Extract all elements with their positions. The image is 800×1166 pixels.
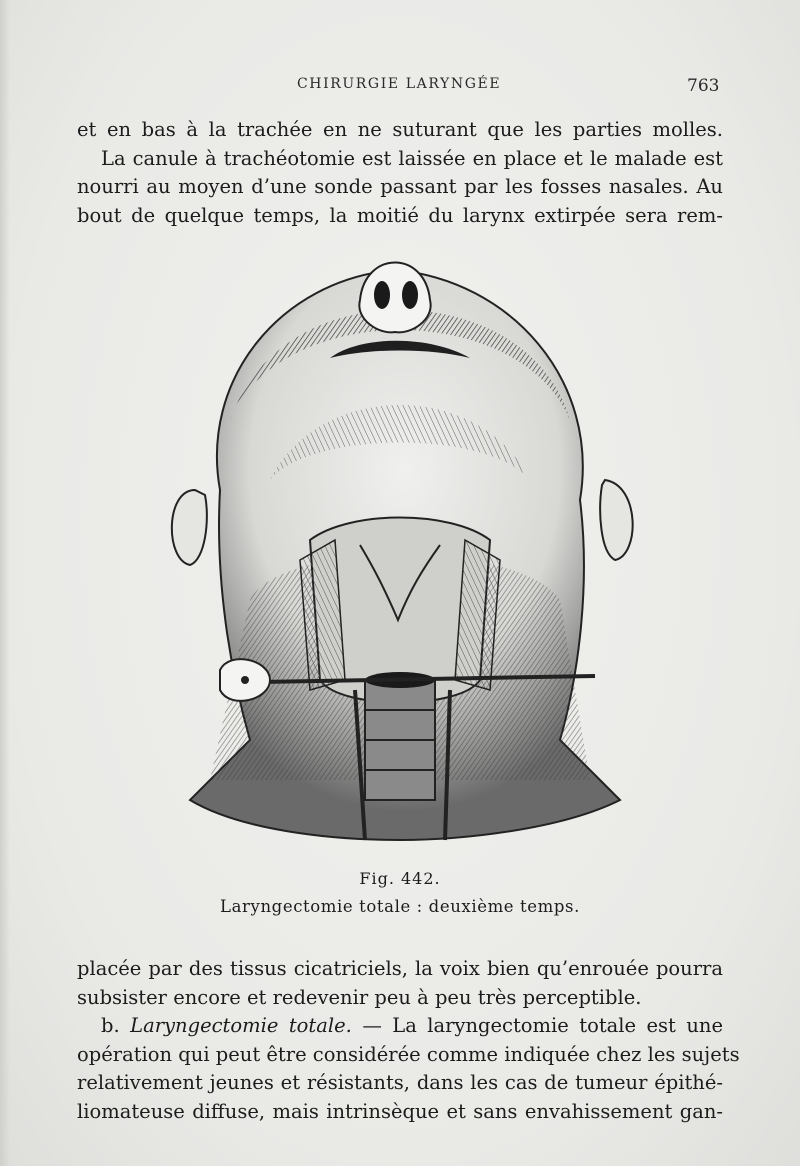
section-heading-line — [77, 1012, 723, 1041]
text-line: La canule à trachéotomie est laissée en place et le malade est — [101, 146, 723, 170]
page-edge-shadow — [0, 0, 10, 1166]
anatomical-illustration-icon — [160, 240, 650, 860]
page-header — [0, 76, 800, 100]
running-head: CHIRURGIE LARYNGÉE — [297, 76, 502, 92]
page-number: 763 — [687, 76, 720, 96]
text-line: liomateuse diffuse, mais intrinsèque et sans envahissement gan- — [77, 1099, 723, 1123]
text-line: bout de quelque temps, la moitié du larynx extirpée sera rem- — [77, 203, 723, 227]
section-marker: b. — [101, 1014, 120, 1037]
text-line: relativement jeunes et résistants, dans les cas de tumeur épithé- — [77, 1071, 723, 1094]
text-line: nourri au moyen d’une sonde passant par les fosses nasales. Au — [77, 175, 723, 198]
section-title: Laryngectomie totale. — [130, 1014, 352, 1037]
text-line: subsister encore et redevenir peu à peu très perceptible. — [77, 985, 642, 1009]
top-paragraph — [77, 116, 723, 230]
text-line: placée par des tissus cicatriciels, la voix bien qu’enrouée pourra — [77, 957, 723, 980]
figure-illustration — [160, 240, 650, 860]
text-line: et en bas à la trachée en ne suturant que les parties molles. — [77, 118, 723, 141]
text-line: opération qui peut être considérée comme indiquée chez les sujets — [77, 1042, 740, 1066]
section-first-rest: — La laryngectomie totale est une — [362, 1014, 723, 1037]
figure-label: Fig. 442. — [359, 869, 441, 888]
figure-caption: Laryngectomie totale : deuxième temps. — [220, 897, 580, 916]
bottom-paragraph — [77, 955, 740, 1126]
